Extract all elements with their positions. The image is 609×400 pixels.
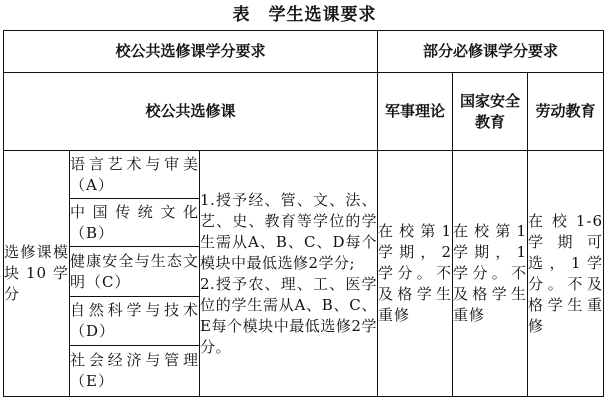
elective-rules: 1.授予经、管、文、法、艺、史、教育等学位的学生需从A、B、C、D每个模块中最低选修2学分; 2.授予农、理、工、医学位的学生需从A、B、C、E每个模块中最低选修2学分。 xyxy=(200,151,378,397)
header-labor: 劳动教育 xyxy=(528,73,604,151)
module-item: 语言艺术与审美（A） xyxy=(70,151,200,199)
module-item: 社会经济与管理（E） xyxy=(70,346,200,397)
header-military: 军事理论 xyxy=(378,73,453,151)
course-requirements-table xyxy=(3,30,604,397)
labor-requirement: 在校1-6学期可选，1学分。不及格学生重修 xyxy=(528,151,604,397)
header-security: 国家安全教育 xyxy=(453,73,528,151)
military-requirement: 在校第1学期，2学分。不及格学生重修 xyxy=(378,151,453,397)
module-item: 中国传统文化（B） xyxy=(70,199,200,247)
security-requirement: 在校第1学期，1学分。不及格学生重修 xyxy=(453,151,528,397)
module-item: 健康安全与生态文明（C） xyxy=(70,247,200,297)
header-public-elective-req: 校公共选修课学分要求 xyxy=(4,31,378,73)
header-public-elective: 校公共选修课 xyxy=(4,73,378,151)
elective-module-credits: 选修课模块10学分 xyxy=(4,151,70,397)
header-partial-required-req: 部分必修课学分要求 xyxy=(378,31,604,73)
table-title: 表 学生选课要求 xyxy=(232,5,377,25)
module-item: 自然科学与技术（D） xyxy=(70,297,200,346)
